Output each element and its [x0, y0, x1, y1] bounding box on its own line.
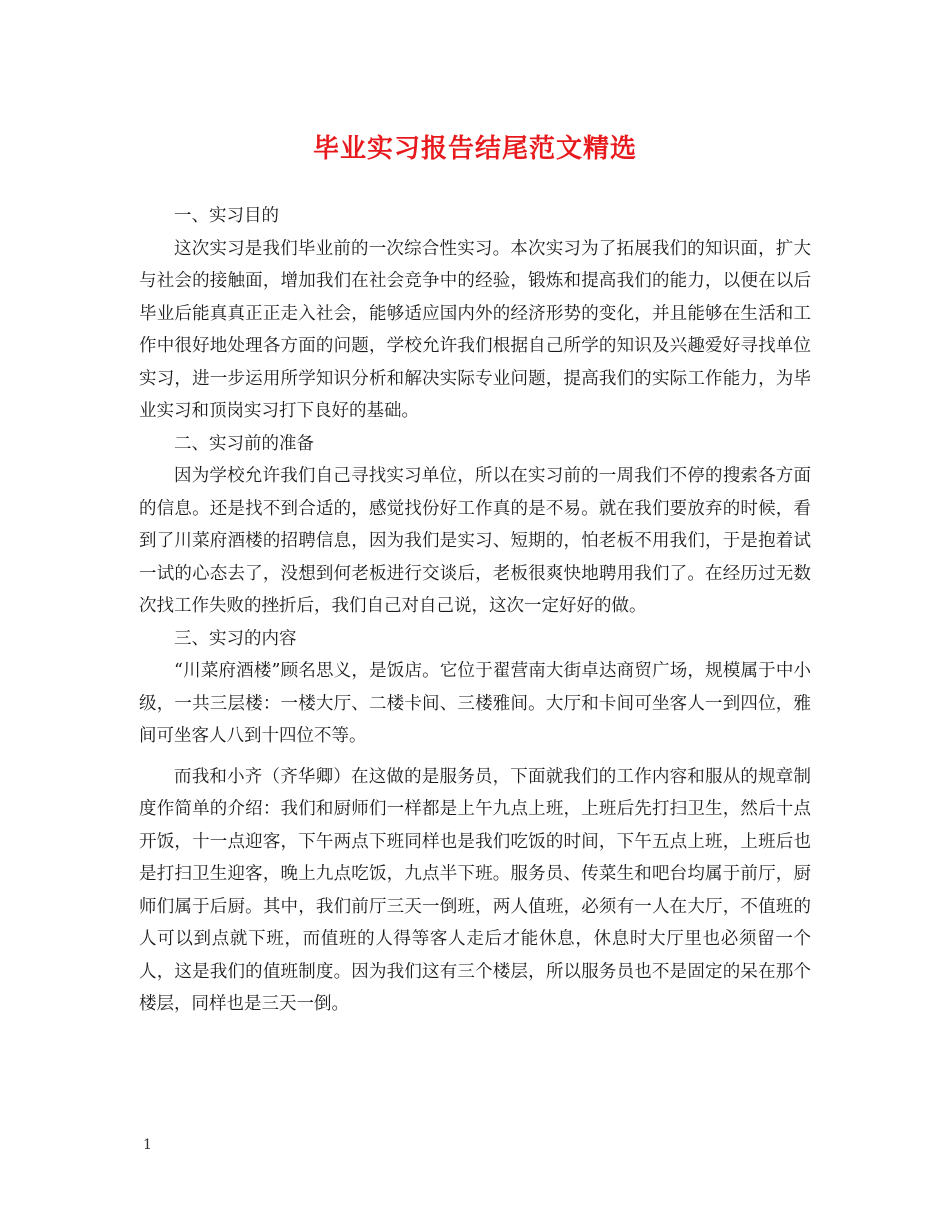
document-title: 毕业实习报告结尾范文精选 — [312, 134, 637, 164]
section-heading-content: 三、实习的内容 — [174, 628, 297, 649]
section-heading-purpose: 一、实习目的 — [174, 206, 279, 226]
paragraph-work-details: 而我和小齐（齐华卿）在这做的是服务员，下面就我们的工作内容和服从的规章制度作简单的介绍：我们和厨师们一样都是上午九点上班，上班后先打扫卫生，然后十点开饭，十一点迎客，下午两点下班同样也是我们吃饭的时间，下午五点上班，上班后也是打扫卫生迎客，晚上九点吃饭，九点半下班。服务员、传菜生和吧台均属于前厅，厨师们属于后厨。其中，我们前厅三天一倒班，两人值班，必须有一人在大厅，不值班的人可以到点就下班，而值班的人得等客人走后才能休息，休息时大厅里也必须留一个人，这是我们的值班制度。因为我们这有三个楼层，所以服务员也不是固定的呆在那个楼层，同样也是三天一倒。 — [139, 766, 811, 1014]
document-body — [139, 200, 811, 1021]
paragraph-preparation: 因为学校允许我们自己寻找实习单位，所以在实习前的一周我们不停的搜索各方面的信息。还是找不到合适的，感觉找份好工作真的是不易。就在我们要放弃的时候，看到了川菜府酒楼的招聘信息，因为我们是实习、短期的，怕老板不用我们，于是抱着试一试的心态去了，没想到何老板进行交谈后，老板很爽快地聘用我们了。在经历过无数次找工作失败的挫折后，我们自己对自己说，这次一定好好的做。 — [139, 466, 811, 616]
section-heading-preparation: 二、实习前的准备 — [174, 433, 314, 454]
page-number: 1 — [143, 1137, 152, 1153]
paragraph-restaurant-intro: “川菜府酒楼”顾名思义，是饭店。它位于翟营南大街卓达商贸广场，规模属于中小级，一共三层楼：一楼大厅、二楼卡间、三楼雅间。大厅和卡间可坐客人一到四位，雅间可坐客人八到十四位不等。 — [139, 661, 811, 746]
paragraph-purpose: 这次实习是我们毕业前的一次综合性实习。本次实习为了拓展我们的知识面，扩大与社会的接触面，增加我们在社会竞争中的经验，锻炼和提高我们的能力，以便在以后毕业后能真真正正走入社会，能够适应国内外的经济形势的变化，并且能够在生活和工作中很好地处理各方面的问题，学校允许我们根据自己所学的知识及兴趣爱好寻找单位实习，进一步运用所学知识分析和解决实际专业问题，提高我们的实际工作能力，为毕业实习和顶岗实习打下良好的基础。 — [139, 238, 811, 421]
